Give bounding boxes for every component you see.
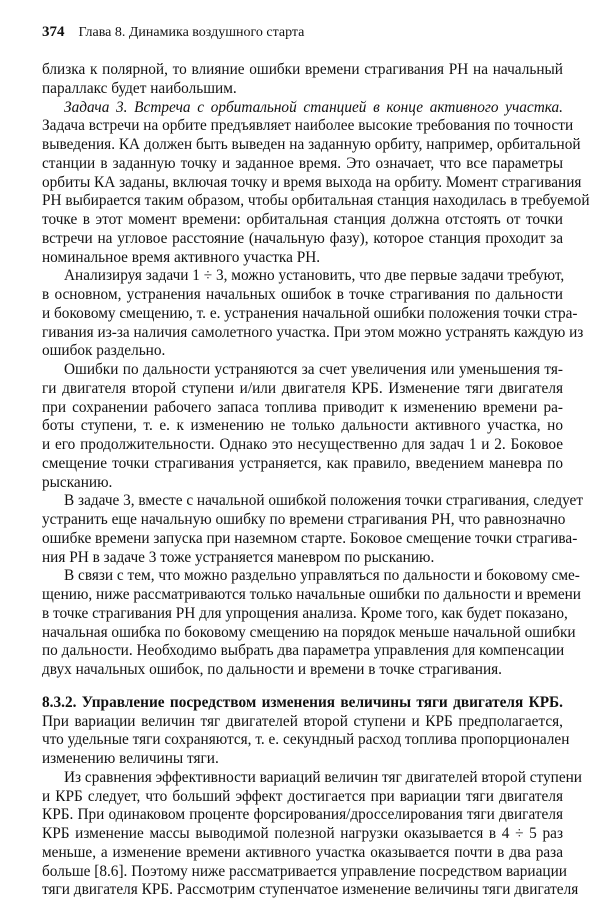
paragraph	[42, 267, 584, 361]
paragraph	[42, 98, 590, 268]
text-line: ния РН в задаче 3 тоже устраняется маневром по рысканию.	[42, 548, 435, 566]
text-line: в точке страгивания РН для упрощения анализа. Кроме того, как будет показано,	[42, 604, 568, 622]
text-line: больше [8.6]. Поэтому ниже рассматривается управление посредством вариации	[42, 862, 567, 880]
text-line: При вариации величин тяг двигателей второй ступени и КРБ предполагается,	[42, 712, 563, 730]
task-heading: Задача 3. Встреча с орбитальной станцией в конце активного участка.	[64, 98, 563, 116]
text-line: Из сравнения эффективности вариаций величин тяг двигателей второй ступени	[64, 768, 582, 786]
text-line: при сохранении рабочего запаса топлива приводит к изменению времени ра-	[42, 398, 563, 416]
section-paragraph	[42, 693, 570, 769]
text-line: боты ступени, т. е. к изменению не только дальности активного участка, но	[42, 417, 563, 435]
text-line: Ошибки по дальности устраняются за счет увеличения или уменьшения тя-	[64, 361, 563, 378]
text-line: ошибок раздельно.	[42, 342, 166, 360]
paragraph	[42, 361, 563, 492]
text-line: Задача встречи на орбите предъявляет наиболее высокие требования по точности	[42, 117, 574, 135]
text-line: рысканию.	[42, 473, 113, 491]
text-line: ги двигателя второй ступени и/или двигателя КРБ. Изменение тяги двигателя	[42, 379, 563, 397]
paragraph	[42, 768, 582, 900]
text-line: близка к полярной, то влияние ошибки времени страгивания РН на начальный	[42, 61, 563, 78]
text-line: Анализируя задачи 1 ÷ 3, можно установить, что две первые задачи требуют,	[64, 267, 565, 285]
text-line: ошибке времени запуска при наземном старте. Боковое смещение точки страгива-	[42, 529, 578, 547]
paragraph	[42, 492, 584, 567]
text-line: устранить еще начальную ошибку по времени страгивания РН, что равнозначно	[42, 511, 566, 528]
section-heading: 8.3.2. Управление посредством изменения величины тяги двигателя КРБ.	[42, 693, 563, 711]
text-line: начальная ошибка по боковому смещению на порядок меньше начальной ошибки	[42, 623, 576, 641]
text-line: гивания из-за наличия самолетного участка. При этом можно устранять каждую из	[42, 323, 584, 341]
text-line: и его продолжительности. Однако это несущественно для задач 1 и 2. Боковое	[42, 436, 563, 453]
text-line: КРБ изменение массы выводимой полезной нагрузки оказывается в 4 ÷ 5 раз	[42, 825, 563, 842]
text-line: станции в заданную точку и заданное время. Это означает, что все параметры	[42, 154, 563, 172]
text-line: и КРБ следует, что больший эффект достигается при вариации тяги двигателя	[42, 787, 563, 805]
text-line: номинальное время активного участка РН.	[42, 248, 321, 266]
text-line: КРБ. При одинаковом проценте форсирования/дросселирования тяги двигателя	[42, 806, 563, 824]
text-line: орбиты КА заданы, включая точку и время выхода на орбиту. Момент страгивания	[42, 173, 582, 191]
running-title: Глава 8. Динамика воздушного старта	[78, 25, 305, 40]
section-gap	[42, 680, 563, 694]
text-line: щению, ниже рассматриваются только начальные ошибки по дальности и времени	[42, 586, 581, 603]
paragraph	[42, 567, 581, 680]
text-line: меньше, а изменение времени активного участка оказывается почти в два раза	[42, 843, 563, 861]
paragraph	[42, 61, 563, 99]
text-line: смещение точки страгивания устраняется, как правило, введением маневра по	[42, 454, 563, 472]
page-body	[42, 61, 590, 900]
text-line: параллакс будет наибольшим.	[42, 79, 237, 97]
text-line: выведения. КА должен быть выведен на заданную орбиту, например, орбитальной	[42, 136, 581, 153]
text-line: что удельные тяги сохраняются, т. е. секундный расход топлива пропорционален	[42, 731, 570, 749]
text-line: изменению величины тяги.	[42, 750, 219, 767]
text-line: в основном, устранения начальных ошибок в точке страгивания по дальности	[42, 286, 563, 303]
text-line: В связи с тем, что можно раздельно управляться по дальности и боковому сме-	[64, 567, 580, 585]
text-line: РН выбирается таким образом, чтобы орбитальная станция находилась в требуемой	[42, 192, 590, 210]
text-line: встречи на угловое расстояние (начальную фазу), которое станция проходит за	[42, 229, 563, 247]
text-line: по дальности. Необходимо выбрать два параметра управления для компенсации	[42, 642, 565, 660]
text-line: двух начальных ошибок, по дальности и времени в точке страгивания.	[42, 661, 503, 678]
text-line: точке в этот момент времени: орбитальная станция должна отстоять от точки	[42, 211, 563, 228]
text-line: тяги двигателя КРБ. Рассмотрим ступенчатое изменение величины тяги двигателя	[42, 881, 579, 899]
running-header	[42, 24, 304, 41]
text-line: и боковому смещению, т. е. устранения начальной ошибки положения точки стра-	[42, 304, 578, 322]
text-line: В задаче 3, вместе с начальной ошибкой положения точки страгивания, следует	[64, 492, 584, 510]
page-number: 374	[42, 24, 65, 40]
